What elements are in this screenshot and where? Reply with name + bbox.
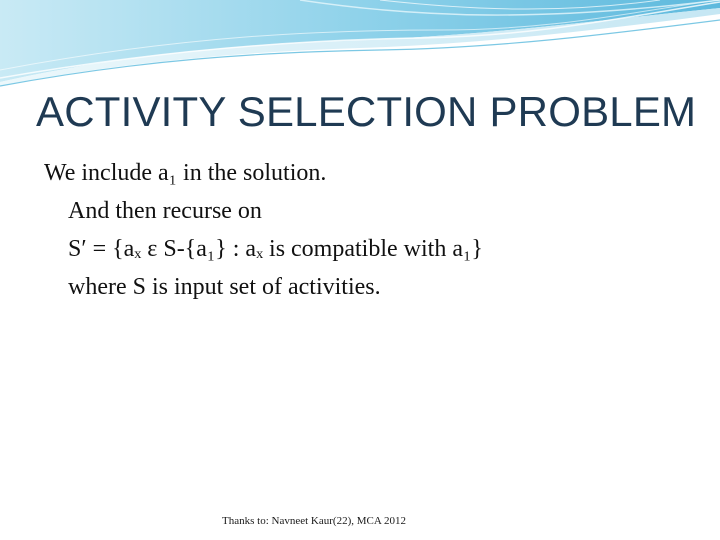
body-line-input-set: where S is input set of activities. [68, 274, 381, 300]
body-line-set-definition: S′ = {aₓ ε S-{a₁} : aₓ is compatible with a₁} [68, 236, 483, 262]
header-wave-decoration [0, 0, 720, 90]
slide-footer [0, 515, 720, 527]
slide-title: ACTIVITY SELECTION PROBLEM [36, 88, 697, 135]
slide-body [44, 154, 483, 306]
footer-credit: Thanks to: Navneet Kaur(22), MCA 2012 [222, 515, 406, 527]
body-line-recurse: And then recurse on [68, 198, 262, 224]
body-line-include: We include a₁ in the solution. [44, 160, 327, 186]
